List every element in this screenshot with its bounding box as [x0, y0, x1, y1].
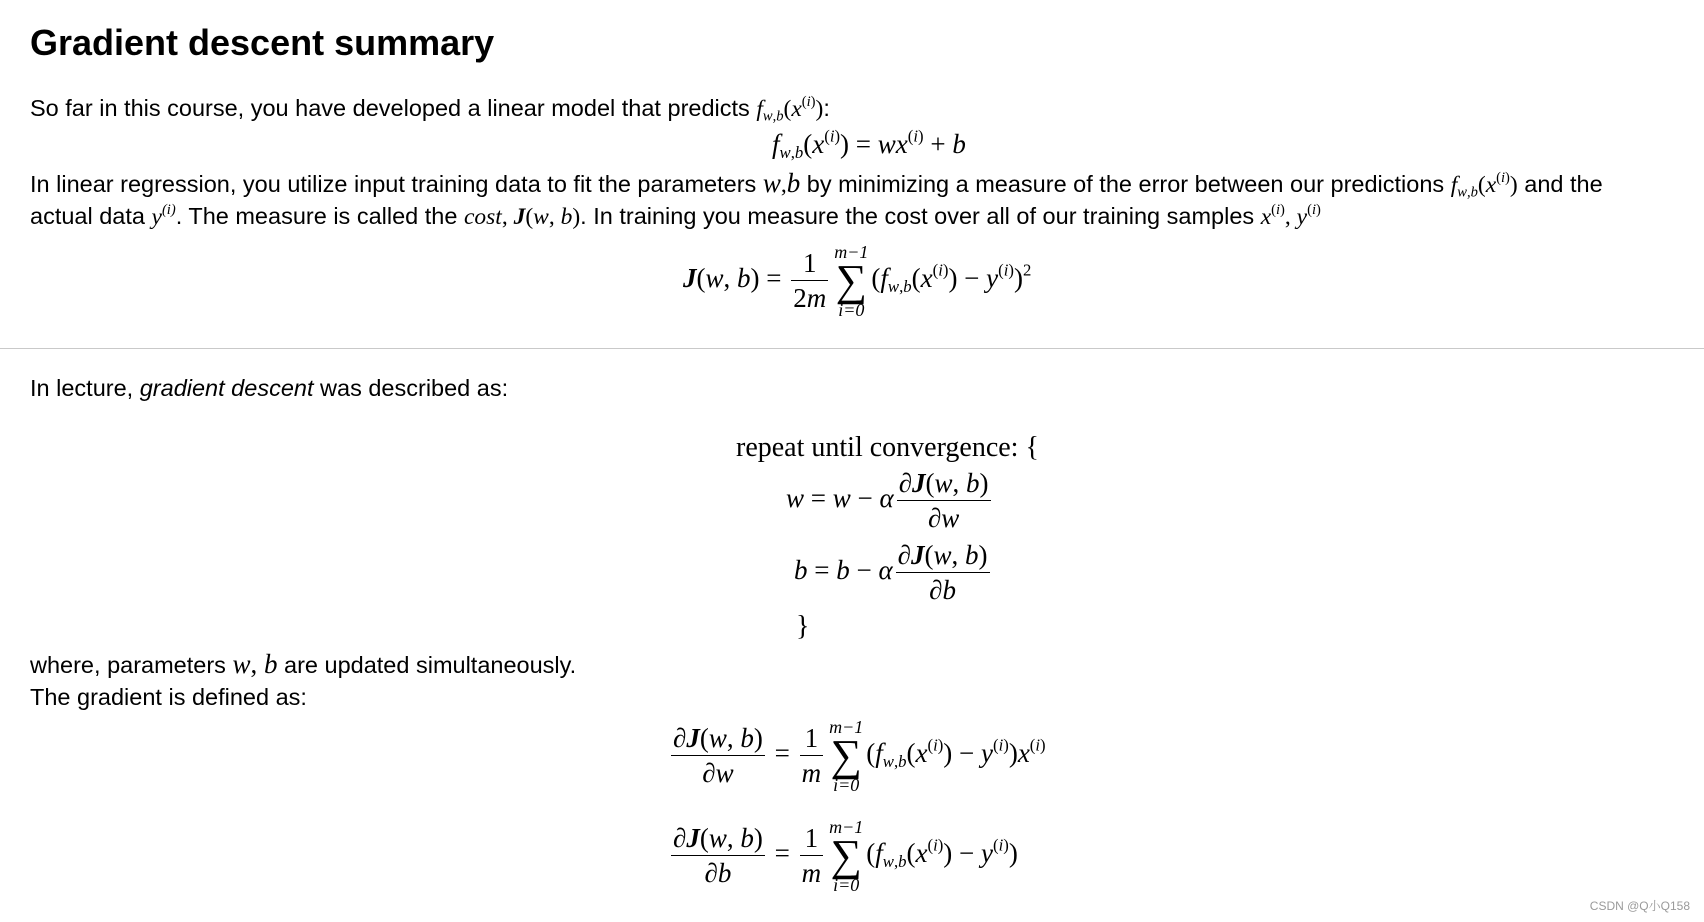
gradient-w-equation: $\frac{\partial J(w, b)}{\partial w}$ = $\frac{1}{m}$ m−1 ∑ i=0 $(f_{w,b}(x^{(i)}) - y^{(i)})x^{(i)}$ — [673, 717, 1046, 795]
inline-model-fn: $f_{w,b}(x^{(i)})$ — [756, 93, 824, 125]
cost-text-a: In linear regression, you utilize input training data to fit the parameters — [30, 171, 757, 197]
model-equation: $f_{w,b}(x^{(i)}) = wx^{(i)} + b$ — [772, 126, 966, 163]
cost-function-equation: J(w, b) = $\frac{1}{2m}$ m−1 ∑ i=0 $(f_{w,b}(x^{(i)}) - y^{(i)})^2$ — [683, 242, 1032, 320]
inline-cost-fn: cost, J(w, b) — [463, 204, 581, 230]
watermark: CSDN @Q小Q158 — [1589, 899, 1690, 913]
lecture-line — [30, 377, 508, 401]
gradient-intro: The gradient is defined as: — [30, 684, 307, 710]
w-update-equation: w = w − α $\frac{\partial J(w, b)}{\partial w}$ — [786, 468, 989, 533]
repeat-line: repeat until convergence: { — [736, 432, 1039, 463]
lecture-emphasis: gradient descent — [139, 375, 314, 401]
inline-params: w — [762, 168, 781, 198]
cost-text-e: . The measure is called the — [175, 203, 458, 229]
intro-line — [30, 93, 830, 125]
inline-samples: $x^{(i)}$, $y^{(i)}$ — [1260, 201, 1321, 230]
lecture-suffix: was described as: — [320, 375, 509, 401]
lecture-prefix: In lecture, — [30, 375, 134, 401]
close-brace: } — [796, 611, 810, 642]
page-title: Gradient descent summary — [30, 22, 495, 63]
cost-paragraph-line2 — [30, 201, 1321, 230]
cost-word: cost — [463, 204, 502, 230]
where-prefix: where, parameters — [30, 652, 226, 678]
where-line — [30, 651, 576, 678]
intro-text: So far in this course, you have developed a linear model that predicts — [30, 95, 750, 121]
cost-paragraph-line1: In linear regression, you utilize input training data to fit the parameters w,b by minimizing a measure of the error between our predictions $f_{w,b}(x^{(i)})$ and the — [30, 168, 1603, 201]
inline-prediction: $f_{w,b}(x^{(i)})$ — [1450, 169, 1518, 201]
cost-text-f: . In training you measure the cost over all of our training samples — [580, 203, 1255, 229]
gradient-b-equation: $\frac{\partial J(w, b)}{\partial b}$ = $\frac{1}{m}$ m−1 ∑ i=0 $(f_{w,b}(x^{(i)}) - y^{(i)})$ — [673, 817, 1018, 895]
inline-w-b: w, b — [232, 649, 278, 679]
intro-colon: : — [823, 95, 830, 121]
where-suffix: are updated simultaneously. — [284, 652, 577, 678]
section-divider — [0, 348, 1704, 349]
inline-actual-y: $y^{(i)}$ — [151, 201, 176, 230]
b-update-equation: b = b − α $\frac{\partial J(w, b)}{\partial b}$ — [794, 540, 988, 605]
cost-text-c: and the — [1524, 171, 1603, 197]
cost-text-b: by minimizing a measure of the error between our predictions — [806, 171, 1445, 197]
cost-text-d: actual data — [30, 203, 145, 229]
